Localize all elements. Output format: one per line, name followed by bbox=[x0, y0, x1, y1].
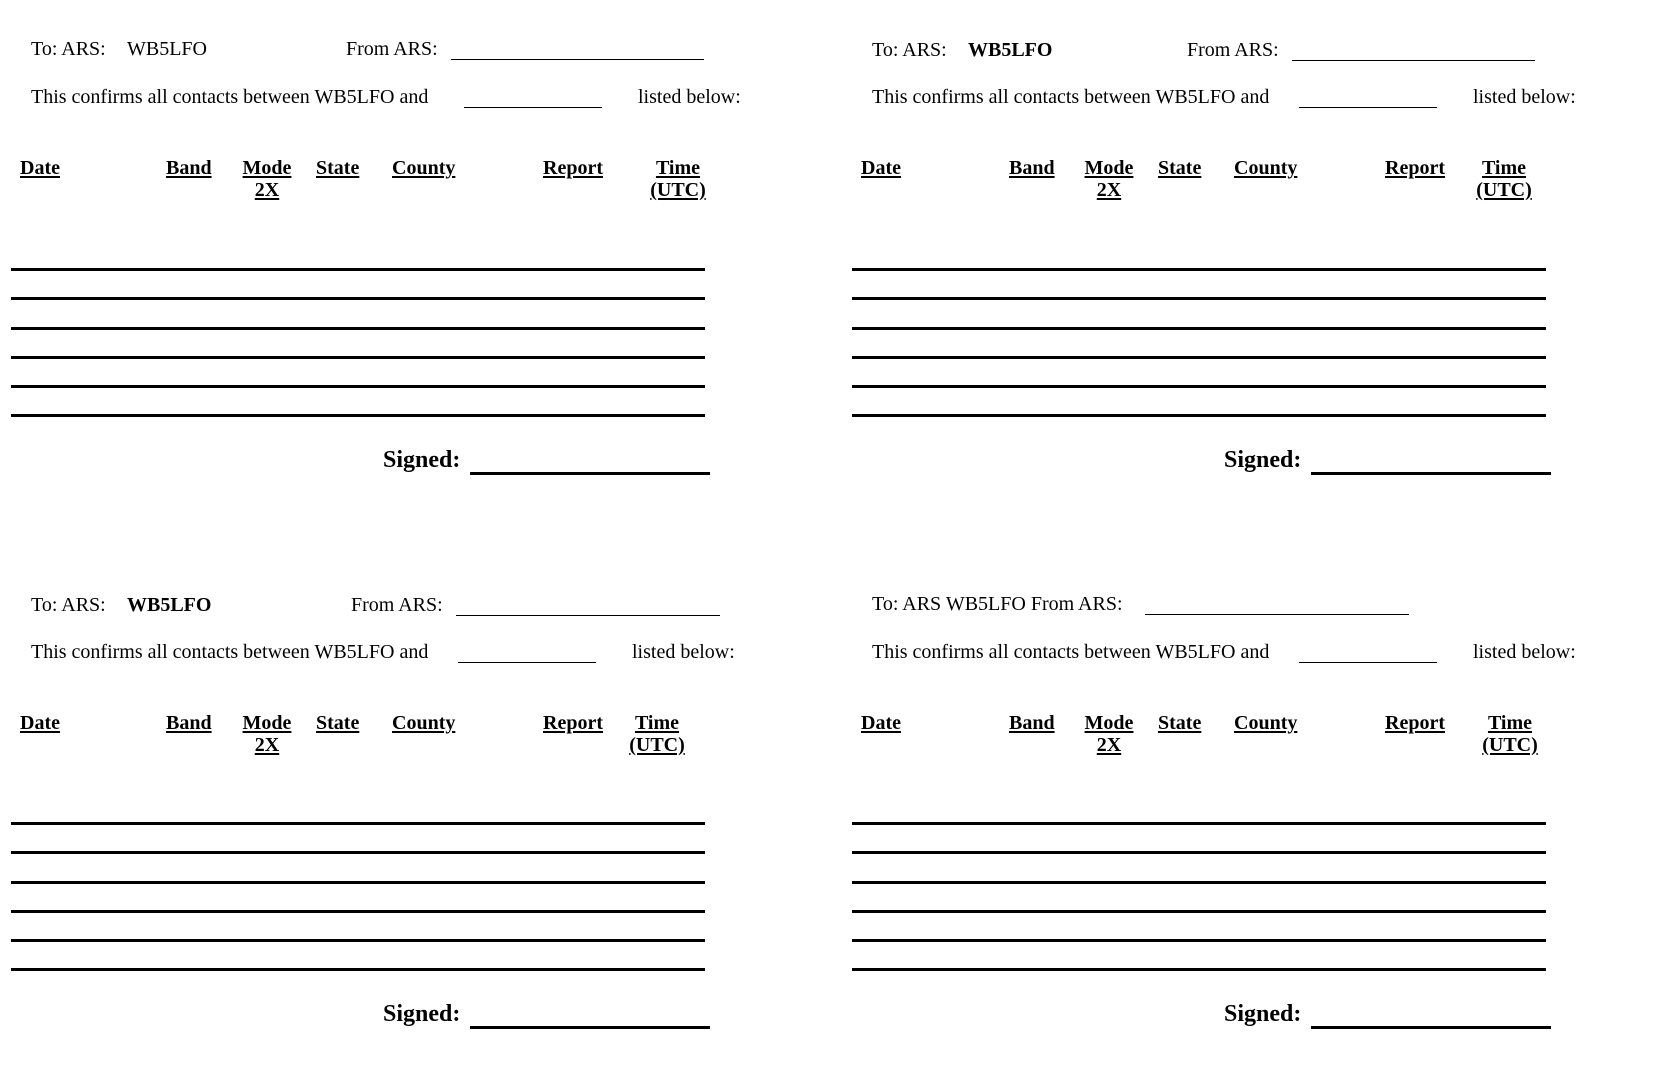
col-header-county: County bbox=[392, 712, 456, 734]
col-header-date: Date bbox=[861, 712, 901, 734]
signed-label: Signed: bbox=[383, 1001, 461, 1027]
col-header-time: Time (UTC) bbox=[1482, 712, 1538, 756]
col-header-mode: Mode 2X bbox=[1084, 712, 1134, 756]
confirm-text: This confirms all contacts between WB5LFO and bbox=[872, 641, 1270, 663]
log-row-line[interactable] bbox=[11, 414, 705, 417]
col-header-band: Band bbox=[1009, 157, 1055, 179]
col-header-mode: Mode 2X bbox=[1084, 157, 1134, 201]
log-row-line[interactable] bbox=[11, 327, 705, 330]
col-header-report: Report bbox=[1385, 712, 1445, 734]
log-row-line[interactable] bbox=[11, 939, 705, 942]
col-header-time: Time (UTC) bbox=[629, 712, 685, 756]
listed-below-text: listed below: bbox=[632, 641, 735, 663]
signed-label: Signed: bbox=[1224, 447, 1302, 473]
listed-below-text: listed below: bbox=[1473, 86, 1576, 108]
from-ars-label: From ARS: bbox=[351, 594, 443, 616]
qsl-card-bottom-left bbox=[0, 554, 800, 1074]
to-ars-callsign: WB5LFO bbox=[968, 39, 1053, 61]
log-row-line[interactable] bbox=[852, 297, 1546, 300]
to-ars-label: To: ARS: bbox=[31, 594, 106, 616]
confirm-text: This confirms all contacts between WB5LFO and bbox=[31, 86, 429, 108]
from-ars-label: From ARS: bbox=[1187, 39, 1279, 61]
other-station-field[interactable] bbox=[1299, 662, 1437, 663]
col-header-band: Band bbox=[1009, 712, 1055, 734]
to-ars-label: To: ARS: bbox=[31, 38, 106, 60]
col-header-band: Band bbox=[166, 157, 212, 179]
signature-field[interactable] bbox=[1311, 472, 1551, 475]
col-header-mode: Mode 2X bbox=[242, 712, 292, 756]
log-row-line[interactable] bbox=[852, 327, 1546, 330]
col-header-report: Report bbox=[543, 712, 603, 734]
col-header-report: Report bbox=[543, 157, 603, 179]
log-row-line[interactable] bbox=[11, 356, 705, 359]
from-ars-field[interactable] bbox=[451, 59, 704, 60]
log-row-line[interactable] bbox=[11, 851, 705, 854]
col-header-report: Report bbox=[1385, 157, 1445, 179]
col-header-state: State bbox=[1158, 712, 1202, 734]
signature-field[interactable] bbox=[1311, 1026, 1551, 1029]
log-row-line[interactable] bbox=[11, 268, 705, 271]
log-row-line[interactable] bbox=[11, 968, 705, 971]
to-ars-callsign: WB5LFO bbox=[127, 594, 212, 616]
log-row-line[interactable] bbox=[852, 910, 1546, 913]
signature-field[interactable] bbox=[470, 1026, 710, 1029]
col-header-county: County bbox=[1234, 712, 1298, 734]
qsl-card-top-right bbox=[841, 0, 1641, 520]
from-ars-field[interactable] bbox=[1292, 60, 1535, 61]
log-row-line[interactable] bbox=[11, 385, 705, 388]
to-ars-label: To: ARS: bbox=[872, 39, 947, 61]
log-row-line[interactable] bbox=[852, 414, 1546, 417]
col-header-county: County bbox=[392, 157, 456, 179]
qsl-card-bottom-right bbox=[841, 554, 1641, 1074]
other-station-field[interactable] bbox=[1299, 107, 1437, 108]
from-ars-field[interactable] bbox=[456, 615, 720, 616]
col-header-state: State bbox=[316, 157, 360, 179]
col-header-time: Time (UTC) bbox=[1476, 157, 1532, 201]
listed-below-text: listed below: bbox=[638, 86, 741, 108]
log-row-line[interactable] bbox=[11, 822, 705, 825]
log-row-line[interactable] bbox=[852, 822, 1546, 825]
col-header-county: County bbox=[1234, 157, 1298, 179]
log-row-line[interactable] bbox=[852, 385, 1546, 388]
col-header-date: Date bbox=[861, 157, 901, 179]
to-from-ars-label: To: ARS WB5LFO From ARS: bbox=[872, 593, 1123, 615]
col-header-state: State bbox=[316, 712, 360, 734]
col-header-state: State bbox=[1158, 157, 1202, 179]
col-header-date: Date bbox=[20, 157, 60, 179]
qsl-card-top-left bbox=[0, 0, 800, 520]
signature-field[interactable] bbox=[470, 472, 710, 475]
other-station-field[interactable] bbox=[464, 107, 602, 108]
other-station-field[interactable] bbox=[458, 662, 596, 663]
from-ars-label: From ARS: bbox=[346, 38, 438, 60]
col-header-date: Date bbox=[20, 712, 60, 734]
confirm-text: This confirms all contacts between WB5LFO and bbox=[31, 641, 429, 663]
log-row-line[interactable] bbox=[852, 881, 1546, 884]
log-row-line[interactable] bbox=[852, 851, 1546, 854]
log-row-line[interactable] bbox=[11, 297, 705, 300]
log-row-line[interactable] bbox=[852, 939, 1546, 942]
col-header-time: Time (UTC) bbox=[650, 157, 706, 201]
signed-label: Signed: bbox=[383, 447, 461, 473]
log-row-line[interactable] bbox=[11, 881, 705, 884]
log-row-line[interactable] bbox=[852, 356, 1546, 359]
listed-below-text: listed below: bbox=[1473, 641, 1576, 663]
from-ars-field[interactable] bbox=[1145, 614, 1409, 615]
log-row-line[interactable] bbox=[11, 910, 705, 913]
signed-label: Signed: bbox=[1224, 1001, 1302, 1027]
col-header-band: Band bbox=[166, 712, 212, 734]
to-ars-callsign: WB5LFO bbox=[127, 38, 207, 60]
log-row-line[interactable] bbox=[852, 268, 1546, 271]
confirm-text: This confirms all contacts between WB5LFO and bbox=[872, 86, 1270, 108]
log-row-line[interactable] bbox=[852, 968, 1546, 971]
col-header-mode: Mode 2X bbox=[242, 157, 292, 201]
